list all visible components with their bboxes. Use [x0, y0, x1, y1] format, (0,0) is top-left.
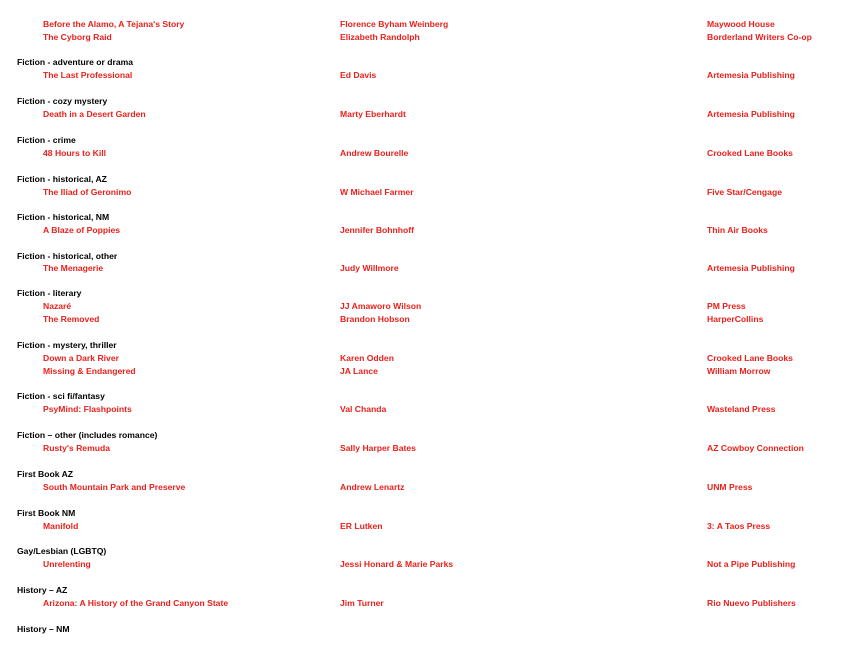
book-author: JJ Amaworo Wilson [340, 301, 422, 311]
book-entry-row [0, 352, 855, 364]
book-title: Before the Alamo, A Tejana's Story [43, 19, 185, 29]
book-publisher: Artemesia Publishing [707, 70, 795, 80]
category-label: Fiction - crime [17, 135, 76, 145]
category-label: Fiction - mystery, thriller [17, 340, 117, 350]
book-publisher: Crooked Lane Books [707, 148, 793, 158]
category-label: First Book AZ [17, 469, 74, 479]
category-heading [0, 584, 855, 596]
book-entry-row [0, 69, 855, 81]
category-label: Fiction - sci fi/fantasy [17, 391, 105, 401]
book-title: A Blaze of Poppies [43, 225, 121, 235]
book-title: Rusty's Remuda [43, 443, 110, 453]
category-heading [0, 429, 855, 441]
category-label: First Book NM [17, 508, 76, 518]
book-entry-row [0, 558, 855, 570]
book-entry-row [0, 262, 855, 274]
category-heading [0, 134, 855, 146]
book-entry-row [0, 481, 855, 493]
book-entry-row [0, 186, 855, 198]
book-publisher: UNM Press [707, 482, 753, 492]
book-publisher: Crooked Lane Books [707, 353, 793, 363]
category-heading [0, 211, 855, 223]
category-label: History – AZ [17, 585, 68, 595]
book-publisher: PM Press [707, 301, 746, 311]
book-author: ER Lutken [340, 521, 383, 531]
category-label: Fiction - adventure or drama [17, 57, 134, 67]
book-entry-row [0, 365, 855, 377]
category-heading [0, 623, 855, 635]
category-label: Fiction - literary [17, 288, 82, 298]
book-author: Andrew Lenartz [340, 482, 405, 492]
book-publisher: Rio Nuevo Publishers [707, 598, 796, 608]
category-heading [0, 390, 855, 402]
book-entry-row [0, 31, 855, 43]
book-publisher: Artemesia Publishing [707, 109, 795, 119]
book-title: Manifold [43, 521, 79, 531]
book-entry-row [0, 300, 855, 312]
book-entry-row [0, 224, 855, 236]
category-label: Fiction – other (includes romance) [17, 430, 158, 440]
book-author: Jim Turner [340, 598, 384, 608]
book-author: Jennifer Bohnhoff [340, 225, 414, 235]
book-publisher: Thin Air Books [707, 225, 768, 235]
book-author: Ed Davis [340, 70, 377, 80]
book-title: The Last Professional [43, 70, 133, 80]
book-title: PsyMind: Flashpoints [43, 404, 132, 414]
book-author: Jessi Honard & Marie Parks [340, 559, 454, 569]
book-entry-row [0, 18, 855, 30]
book-publisher: 3: A Taos Press [707, 521, 771, 531]
category-heading [0, 250, 855, 262]
book-entry-row [0, 108, 855, 120]
category-heading [0, 173, 855, 185]
book-entry-row [0, 403, 855, 415]
book-title: Unrelenting [43, 559, 91, 569]
book-title: South Mountain Park and Preserve [43, 482, 186, 492]
book-title: The Iliad of Geronimo [43, 187, 132, 197]
category-label: Fiction - cozy mystery [17, 96, 108, 106]
book-publisher: Borderland Writers Co-op [707, 32, 812, 42]
category-heading [0, 468, 855, 480]
book-entry-row [0, 442, 855, 454]
book-publisher: Not a Pipe Publishing [707, 559, 796, 569]
book-publisher: William Morrow [707, 366, 771, 376]
category-heading [0, 507, 855, 519]
book-author: W Michael Farmer [340, 187, 414, 197]
category-label: Fiction - historical, other [17, 251, 118, 261]
book-title: Missing & Endangered [43, 366, 136, 376]
book-title: Nazaré [43, 301, 72, 311]
book-author: Karen Odden [340, 353, 394, 363]
category-heading [0, 545, 855, 557]
book-title: Arizona: A History of the Grand Canyon State [43, 598, 229, 608]
category-label: Fiction - historical, AZ [17, 174, 107, 184]
book-publisher: Artemesia Publishing [707, 263, 795, 273]
book-entry-row [0, 520, 855, 532]
book-title: The Menagerie [43, 263, 104, 273]
book-publisher: AZ Cowboy Connection [707, 443, 804, 453]
category-label: Fiction - historical, NM [17, 212, 110, 222]
book-author: Sally Harper Bates [340, 443, 416, 453]
book-title: The Cyborg Raid [43, 32, 112, 42]
book-author: Judy Willmore [340, 263, 399, 273]
book-author: Elizabeth Randolph [340, 32, 420, 42]
book-entry-row [0, 313, 855, 325]
book-author: Florence Byham Weinberg [340, 19, 449, 29]
category-heading [0, 287, 855, 299]
book-entry-row [0, 597, 855, 609]
book-title: Down a Dark River [43, 353, 119, 363]
book-publisher: Wasteland Press [707, 404, 776, 414]
category-heading [0, 56, 855, 68]
book-publisher: HarperCollins [707, 314, 764, 324]
book-entry-row [0, 147, 855, 159]
category-heading [0, 95, 855, 107]
book-author: Andrew Bourelle [340, 148, 409, 158]
book-title: Death in a Desert Garden [43, 109, 146, 119]
book-publisher: Five Star/Cengage [707, 187, 782, 197]
book-author: Marty Eberhardt [340, 109, 406, 119]
book-author: Brandon Hobson [340, 314, 410, 324]
category-label: Gay/Lesbian (LGBTQ) [17, 546, 107, 556]
category-label: History – NM [17, 624, 70, 634]
book-title: The Removed [43, 314, 100, 324]
category-heading [0, 339, 855, 351]
book-title: 48 Hours to Kill [43, 148, 107, 158]
book-author: Val Chanda [340, 404, 387, 414]
book-publisher: Maywood House [707, 19, 775, 29]
book-author: JA Lance [340, 366, 378, 376]
